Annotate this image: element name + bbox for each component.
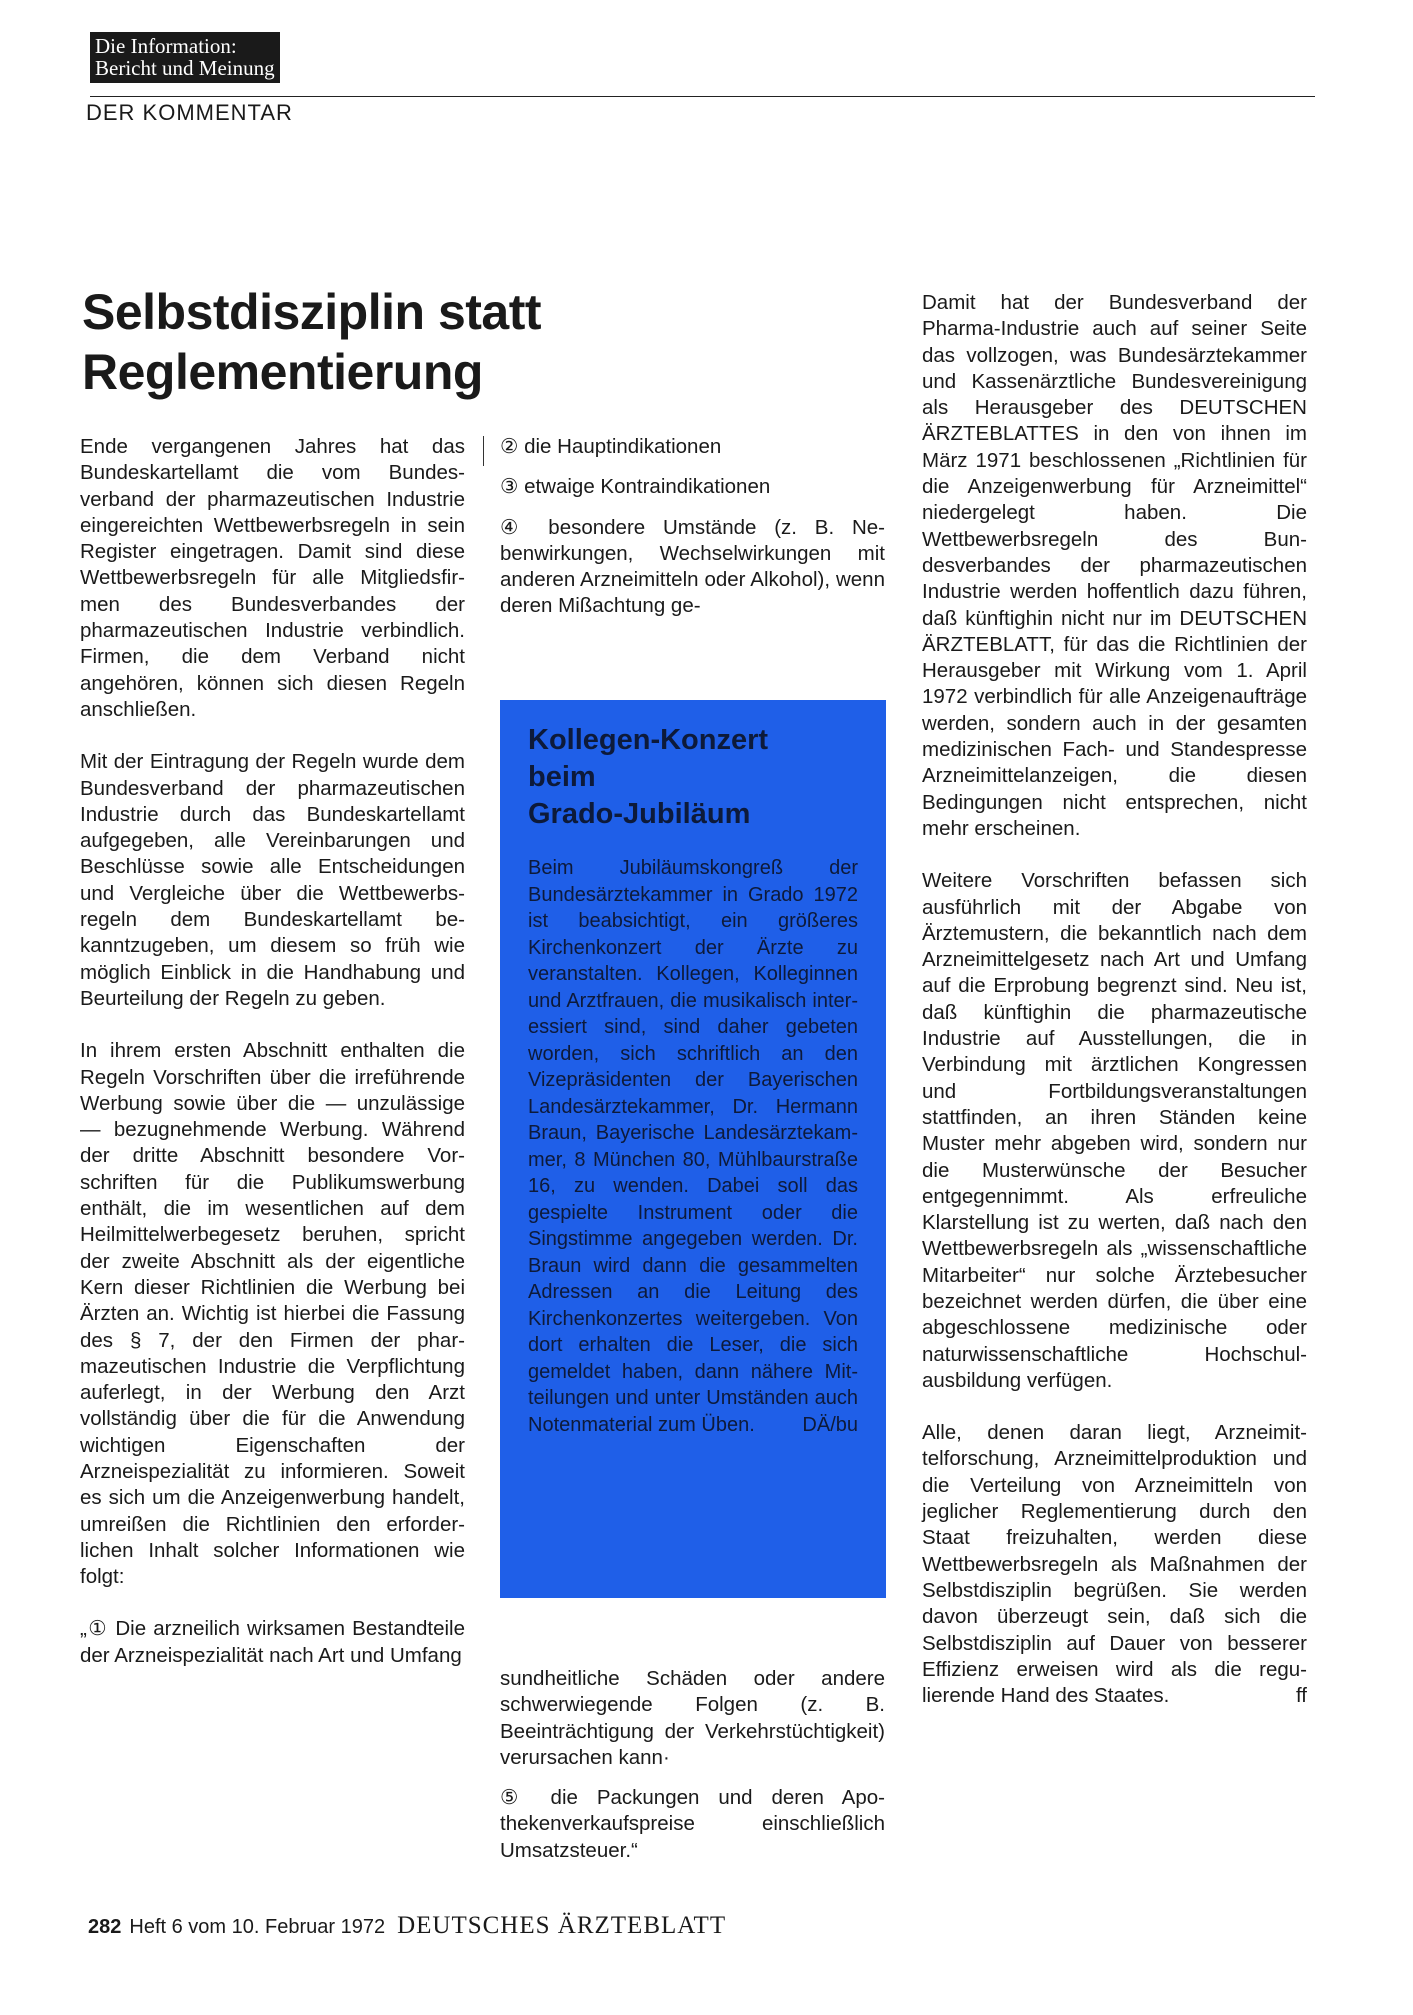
title-line-2: Reglementierung: [82, 344, 483, 400]
paragraph: Weitere Vorschriften befassen sich ausführlich mit der Abgabe von Ärztemustern, die bekanntlich nach dem Arzneimittelgesetz nach Art und Umfang auf die Erprobung begrenzt sind. Neu ist, daß künftighin die pharmazeutische Industrie auf Ausstellungen, die in Verbindung mit ärztlichen Kongressen und Fortbildungsveranstaltungen stattfinden, an ihren Ständen keine Muster mehr abgeben wird, sondern nur die Musterwünsche der Besucher entgegennimmt. Als erfreuliche Klarstellung ist zu werten, daß nach den Wettbewerbsregeln als „wissenschaftliche Mitarbeiter“ nur solche Ärztebesucher bezeichnet werden dürfen, die über eine abgeschlossene medizinische oder naturwissenschaftliche Hochschulausbildung verfügen.: [922, 869, 1307, 1392]
column-divider: [483, 436, 484, 466]
box-body: [528, 855, 858, 1438]
page-footer: [88, 1912, 726, 1940]
paragraph: sundheitliche Schäden oder andere schwerwiegende Folgen (z. B. Beeinträchtigung der Verkehrstüchtigkeit) verursachen kann·: [500, 1667, 885, 1769]
list-item: ④ besondere Umstände (z. B. Nebenwirkungen, Wechselwirkungen mit anderen Arzneimitteln oder Alkohol), wenn deren Mißachtung ge-: [500, 515, 885, 618]
box-title-line: beim: [528, 761, 596, 793]
column-2-top: [500, 434, 885, 620]
box-title-line: Kollegen-Konzert: [528, 724, 769, 756]
paragraph: Mit der Eintragung der Regeln wurde dem Bundesverband der pharmazeutischen Industrie durch das Bundeskartellamt aufgegeben, alle Vereinbarungen und Beschlüsse sowie alle Entscheidungen und Vergleiche über die Wettbewerbsregeln dem Bundeskartellamt bekanntzugeben, um diesem so früh wie möglich Einblick in die Handhabung und Beurteilung der Regeln zu geben.: [80, 750, 465, 1010]
article-title: [82, 282, 602, 402]
column-2-bottom: [500, 1666, 885, 1864]
masthead-line-2: Bericht und Meinung: [95, 56, 275, 80]
masthead-line-1: Die Information:: [95, 34, 237, 58]
column-1: [80, 434, 465, 1669]
box-body-text: Beim Jubiläumskongreß der Bundesärztekammer in Grado 1972 ist beabsichtigt, ein größeres Kirchenkonzert der Ärzte zu veranstalten. Kollegen, Kolleginnen und Arztfrauen, die musikalisch interessiert sind, sind daher gebeten worden, sich schriftlich an den Vizepräsidenten der Bayerischen Landesärztekammer, Dr. Hermann Braun, Bayerische Landesärztekammer, 8 München 80, Mühlbaurstraße 16, zu wenden. Dabei soll das gespielte Instrument oder die Singstimme angegeben werden. Dr. Braun wird dann die gesammelten Adressen an die Leitung des Kirchenkonzertes weitergeben. Von dort erhalten die Leser, die sich gemeldet haben, dann nähere Mitteilungen und unter Umständen auch Notenmaterial zum Üben.: [528, 857, 858, 1436]
issue-info: Heft 6 vom 10. Februar 1972: [129, 1916, 386, 1938]
paragraph: [922, 1420, 1307, 1709]
list-item: ⑤ die Packungen und deren Apothekenverkaufspreise einschließlich Umsatzsteuer.“: [500, 1786, 885, 1862]
publication-name: DEUTSCHES ÄRZTEBLATT: [397, 1912, 727, 1939]
box-title-line: Grado-Jubiläum: [528, 798, 751, 830]
box-title: [528, 722, 858, 833]
paragraph: In ihrem ersten Abschnitt enthalten die Regeln Vorschriften über die irreführende Werbung sowie über die — unzulässige — bezugnehmende Werbung. Während der dritte Abschnitt besondere Vorschriften für die Publikumswerbung enthält, die im wesentlichen auf dem Heilmittelwerbegesetz beruhen, spricht der zweite Abschnitt als der eigentliche Kern dieser Richtlinien die Werbung bei Ärzten an. Wichtig ist hierbei die Fassung des § 7, der den Firmen der pharmazeutischen Industrie die Verpflichtung auferlegt, in der Werbung den Arzt vollständig über die für die Anwendung wichtigen Eigenschaften der Arzneispezialität zu informieren. Soweit es sich um die Anzeigenwerbung handelt, umreißen die Richtlinien den erforderlichen Inhalt solcher Informationen wie folgt:: [80, 1039, 465, 1589]
info-box: [500, 700, 886, 1598]
paragraph: „① Die arzneilich wirksamen Bestandteile der Arzneispezialität nach Art und Umfang: [80, 1617, 465, 1667]
page-number: 282: [88, 1916, 122, 1938]
paragraph-text: Alle, denen daran liegt, Arzneimittelforschung, Arzneimittelproduktion und die Verteilung von Arzneimitteln von jeglicher Reglementierung durch den Staat freizuhalten, werden diese Wettbewerbsregeln als Maßnahmen der Selbstdisziplin begrüßen. Sie werden davon überzeugt sein, daß sich die Selbstdisziplin auf Dauer von besserer Effizienz erweisen wird als die regulierende Hand des Staates.: [922, 1421, 1307, 1708]
list-item: ③ etwaige Kontraindikationen: [500, 475, 771, 499]
section-label: DER KOMMENTAR: [86, 100, 293, 125]
box-signature: DÄ/bu: [802, 1413, 858, 1436]
header-rule: [90, 96, 1315, 97]
masthead-label: [90, 32, 280, 83]
title-line-1: Selbstdisziplin statt: [82, 284, 542, 340]
paragraph: Damit hat der Bundesverband der Pharma-Industrie auch auf seiner Seite das vollzogen, was Bundesärztekammer und Kassenärztliche Bundesvereinigung als Herausgeber des DEUTSCHEN ÄRZTEBLATTES in den von ihnen im März 1971 beschlossenen „Richtlinien für die Anzeigenwerbung für Arzneimittel“ niedergelegt haben. Die Wettbewerbsregeln des Bundesverbandes der pharmazeutischen Industrie werden hoffentlich dazu führen, daß künftighin nicht nur im DEUTSCHEN ÄRZTEBLATT, für das die Richtlinien der Herausgeber mit Wirkung vom 1. April 1972 verbindlich für alle Anzeigenaufträge werden, sondern auch in der gesamten medizinischen Fach- und Standespresse Arzneimittelanzeigen, die diesen Bedingungen nicht entsprechen, nicht mehr erscheinen.: [922, 291, 1307, 840]
author-initials: ff: [1295, 1684, 1307, 1708]
column-3: [922, 290, 1307, 1709]
paragraph: Ende vergangenen Jahres hat das Bundeskartellamt die vom Bundesverband der pharmazeutischen Industrie eingereichten Wettbewerbsregeln in sein Register eingetragen. Damit sind diese Wettbewerbsregeln für alle Mitgliedsfirmen des Bundesverbandes der pharmazeutischen Industrie verbindlich. Firmen, die dem Verband nicht angehören, können sich diesen Regeln anschließen.: [80, 435, 465, 721]
list-item: ② die Hauptindikationen: [500, 435, 722, 458]
